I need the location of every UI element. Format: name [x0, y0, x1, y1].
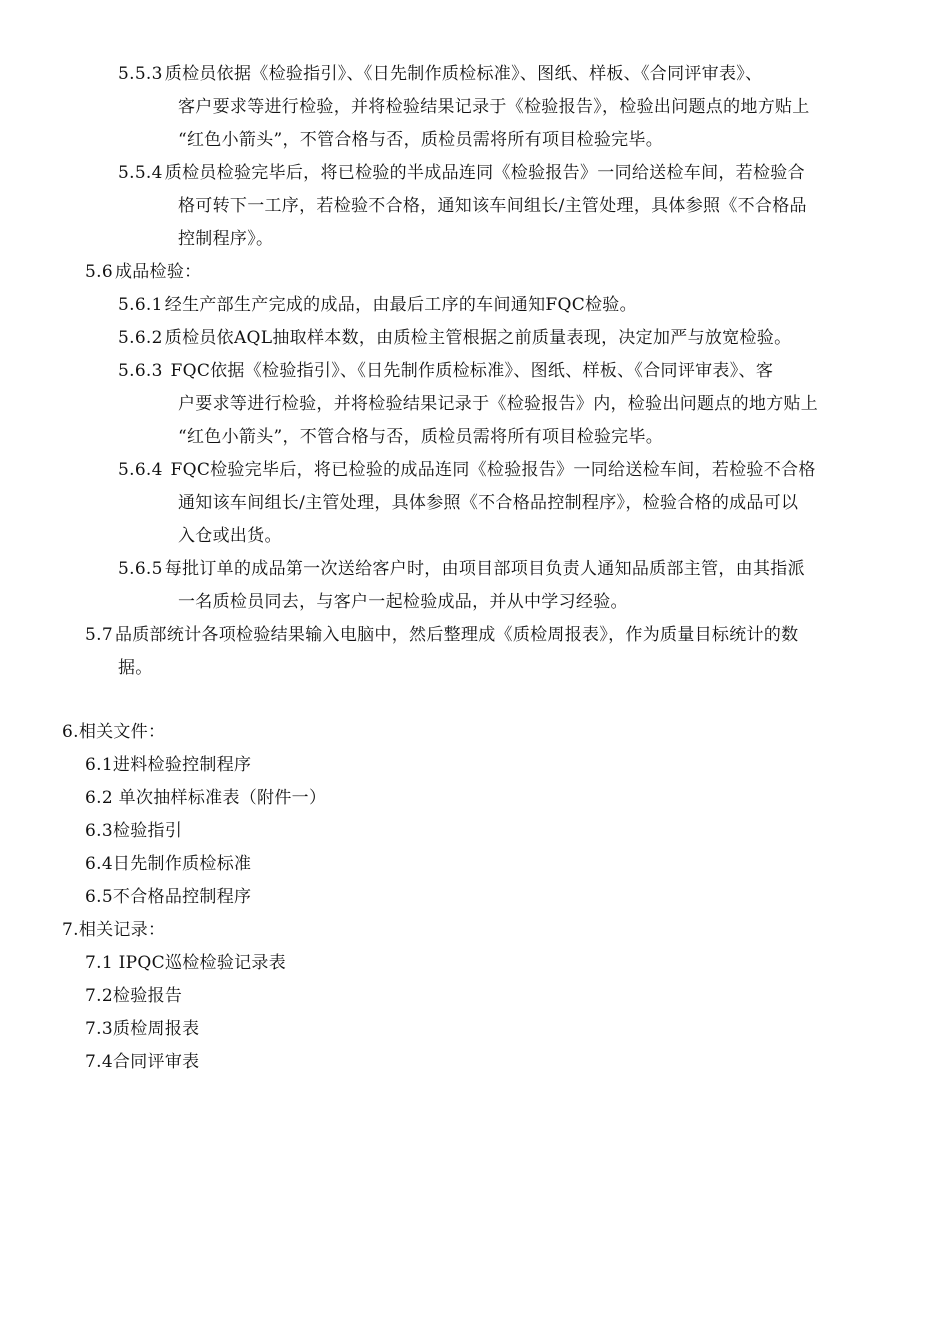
section-5-6-4-line-1: 5.6.4 FQC检验完毕后，将已检验的成品连同《检验报告》一同给送检车间，若检验不合格 [118, 460, 816, 480]
related-doc-item: 6.5不合格品控制程序 [85, 887, 252, 907]
section-5-6-5-line-2: 一名质检员同去，与客户一起检验成品，并从中学习经验。 [178, 592, 628, 612]
section-5-6-1-line-1: 5.6.1 经生产部生产完成的成品，由最后工序的车间通知FQC检验。 [118, 295, 637, 315]
section-5-6-2-line-1: 5.6.2 质检员依AQL抽取样本数，由质检主管根据之前质量表现，决定加严与放宽检验。 [118, 328, 792, 348]
section-5-5-3-line-2: 客户要求等进行检验，并将检验结果记录于《检验报告》，检验出问题点的地方贴上 [178, 97, 810, 117]
related-record-item: 7.2检验报告 [85, 986, 183, 1006]
section-5-6-3-line-2: 户要求等进行检验，并将检验结果记录于《检验报告》内，检验出问题点的地方贴上 [178, 394, 819, 414]
section-5-5-3-line-3: “红色小箭头”，不管合格与否，质检员需将所有项目检验完毕。 [178, 130, 664, 150]
related-records-heading: 7.相关记录： [62, 920, 166, 940]
section-5-7-line-1: 5.7 品质部统计各项检验结果输入电脑中，然后整理成《质检周报表》，作为质量目标统计的数 [85, 625, 799, 645]
related-doc-item: 6.1进料检验控制程序 [85, 755, 252, 775]
section-5-6-4-line-3: 入仓或出货。 [178, 526, 282, 546]
section-5-6-heading: 5.6 成品检验： [85, 262, 202, 282]
related-record-item: 7.3质检周报表 [85, 1019, 200, 1039]
related-doc-item: 6.4日先制作质检标准 [85, 854, 252, 874]
section-5-5-4-line-2: 格可转下一工序，若检验不合格，通知该车间组长/主管处理，具体参照《不合格品 [178, 196, 807, 216]
related-doc-item: 6.3检验指引 [85, 821, 183, 841]
section-5-6-5-line-1: 5.6.5 每批订单的成品第一次送给客户时，由项目部项目负责人通知品质部主管，由其指派 [118, 559, 805, 579]
related-record-item: 7.4合同评审表 [85, 1052, 200, 1072]
section-5-7-line-2: 据。 [118, 658, 153, 678]
section-5-6-3-line-1: 5.6.3 FQC依据《检验指引》、《日先制作质检标准》、图纸、样板、《合同评审表》、客 [118, 361, 774, 381]
section-5-5-3-line-1: 5.5.3 质检员依据《检验指引》、《日先制作质检标准》、图纸、样板、《合同评审表》、 [118, 64, 763, 84]
related-record-item: 7.1 IPQC巡检检验记录表 [85, 953, 287, 973]
related-docs-heading: 6.相关文件： [62, 722, 166, 742]
section-5-6-3-line-3: “红色小箭头”，不管合格与否，质检员需将所有项目检验完毕。 [178, 427, 664, 447]
section-5-5-4-line-3: 控制程序》。 [178, 229, 274, 249]
related-doc-item: 6.2 单次抽样标准表（附件一） [85, 788, 327, 808]
section-5-5-4-line-1: 5.5.4 质检员检验完毕后，将已检验的半成品连同《检验报告》一同给送检车间，若检验合 [118, 163, 805, 183]
section-5-6-4-line-2: 通知该车间组长/主管处理，具体参照《不合格品控制程序》，检验合格的成品可以 [178, 493, 799, 513]
